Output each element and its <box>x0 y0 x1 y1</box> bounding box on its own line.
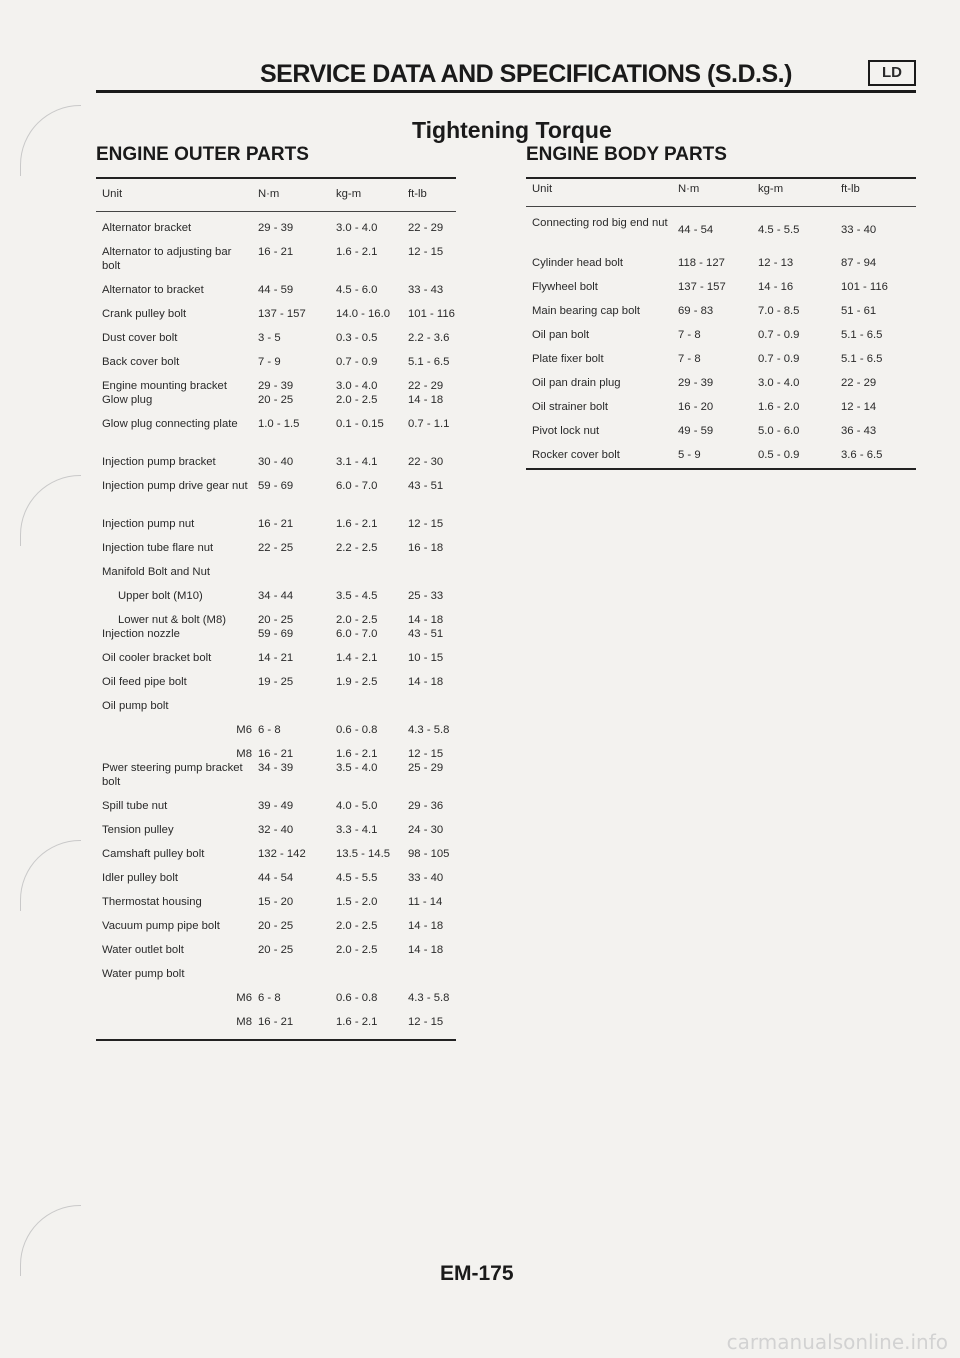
table-row <box>526 256 916 280</box>
cell-ftlb: 51 - 61 <box>841 305 877 317</box>
cell-ftlb: 4.3 - 5.8 <box>408 992 450 1004</box>
cell-nm: 16 - 21 <box>258 1016 294 1028</box>
section-title: Tightening Torque <box>412 117 612 143</box>
cell-nm: 59 - 69 <box>258 628 294 640</box>
cell-ftlb: 10 - 15 <box>408 652 444 664</box>
cell-nm: 15 - 20 <box>258 896 294 908</box>
cell-nm: 132 - 142 <box>258 848 306 860</box>
column-header-nm: N·m <box>678 183 700 195</box>
cell-kgm: 0.7 - 0.9 <box>758 353 800 365</box>
cell-ftlb: 98 - 105 <box>408 848 450 860</box>
table-row-group-heading <box>96 699 456 723</box>
cell-nm: 7 - 9 <box>258 356 281 368</box>
cell-ftlb: 36 - 43 <box>841 425 877 437</box>
table-row <box>96 455 456 479</box>
cell-ftlb: 25 - 29 <box>408 762 444 774</box>
cell-ftlb: 0.7 - 1.1 <box>408 418 450 430</box>
cell-ftlb: 29 - 36 <box>408 800 444 812</box>
punch-hole-mark <box>20 475 81 546</box>
page-header-title: SERVICE DATA AND SPECIFICATIONS (S.D.S.) <box>260 60 792 88</box>
cell-kgm: 2.0 - 2.5 <box>336 394 378 406</box>
cell-kgm: 1.6 - 2.0 <box>758 401 800 413</box>
cell-kgm: 4.5 - 5.5 <box>758 224 800 236</box>
cell-kgm: 1.6 - 2.1 <box>336 1016 378 1028</box>
cell-kgm: 0.3 - 0.5 <box>336 332 378 344</box>
table-row <box>96 823 456 847</box>
cell-ftlb: 2.2 - 3.6 <box>408 332 450 344</box>
cell-kgm: 5.0 - 6.0 <box>758 425 800 437</box>
cell-unit: Oil pump bolt <box>102 700 169 712</box>
cell-unit: Flywheel bolt <box>532 281 598 293</box>
cell-ftlb: 16 - 18 <box>408 542 444 554</box>
cell-nm: 16 - 20 <box>678 401 714 413</box>
cell-kgm: 1.6 - 2.1 <box>336 518 378 530</box>
cell-nm: 34 - 44 <box>258 590 294 602</box>
cell-unit: Thermostat housing <box>102 896 202 908</box>
cell-nm: 29 - 39 <box>258 222 294 234</box>
watermark: carmanualsonline.info <box>726 1330 948 1354</box>
cell-kgm: 4.5 - 6.0 <box>336 284 378 296</box>
cell-kgm: 3.0 - 4.0 <box>336 380 378 392</box>
cell-ftlb: 22 - 30 <box>408 456 444 468</box>
table-row <box>96 517 456 541</box>
cell-ftlb: 12 - 15 <box>408 246 444 258</box>
engine-code-badge: LD <box>868 60 916 86</box>
cell-ftlb: 33 - 40 <box>841 224 877 236</box>
table-row <box>96 417 456 455</box>
cell-nm: 137 - 157 <box>258 308 306 320</box>
column-header-kgm: kg-m <box>336 188 362 200</box>
cell-kgm: 14 - 16 <box>758 281 794 293</box>
cell-ftlb: 33 - 40 <box>408 872 444 884</box>
cell-unit: Injection pump nut <box>102 518 195 530</box>
cell-unit: Oil pan bolt <box>532 329 590 341</box>
table-row <box>526 376 916 400</box>
cell-unit: Oil strainer bolt <box>532 401 608 413</box>
cell-nm: 22 - 25 <box>258 542 294 554</box>
cell-unit: Water pump bolt <box>102 968 185 980</box>
table-row <box>526 352 916 376</box>
cell-kgm: 2.0 - 2.5 <box>336 920 378 932</box>
cell-ftlb: 12 - 14 <box>841 401 877 413</box>
cell-kgm: 3.3 - 4.1 <box>336 824 378 836</box>
table-row <box>96 895 456 919</box>
engine-body-parts-title: ENGINE BODY PARTS <box>526 144 727 165</box>
cell-unit: Back cover bolt <box>102 356 180 368</box>
column-header-nm: N·m <box>258 188 280 200</box>
cell-ftlb: 12 - 15 <box>408 748 444 760</box>
cell-ftlb: 11 - 14 <box>408 896 443 908</box>
table-row-group-heading <box>96 967 456 991</box>
table-row <box>96 991 456 1015</box>
cell-kgm: 3.1 - 4.1 <box>336 456 378 468</box>
cell-ftlb: 24 - 30 <box>408 824 444 836</box>
cell-nm: 44 - 54 <box>258 872 294 884</box>
cell-nm: 20 - 25 <box>258 944 294 956</box>
table-row <box>526 304 916 328</box>
cell-nm: 7 - 8 <box>678 329 701 341</box>
cell-nm: 137 - 157 <box>678 281 726 293</box>
table-row <box>526 280 916 304</box>
cell-kgm: 6.0 - 7.0 <box>336 480 378 492</box>
table-row <box>96 761 456 799</box>
cell-unit: Pivot lock nut <box>532 425 600 437</box>
cell-kgm: 1.5 - 2.0 <box>336 896 378 908</box>
cell-nm: 7 - 8 <box>678 353 701 365</box>
page-number: EM-175 <box>440 1262 514 1285</box>
cell-nm: 118 - 127 <box>678 257 725 269</box>
table-row <box>96 589 456 613</box>
table-row <box>96 1015 456 1039</box>
cell-ftlb: 101 - 116 <box>408 308 455 320</box>
cell-unit: Rocker cover bolt <box>532 449 620 461</box>
table-row <box>526 448 916 468</box>
cell-unit: Cylinder head bolt <box>532 257 624 269</box>
cell-unit: Engine mounting bracket <box>102 380 227 392</box>
cell-ftlb: 101 - 116 <box>841 281 888 293</box>
table-row <box>96 613 456 627</box>
cell-nm: 29 - 39 <box>678 377 714 389</box>
table-header-row <box>96 187 456 211</box>
cell-kgm: 13.5 - 14.5 <box>336 848 391 860</box>
cell-ftlb: 4.3 - 5.8 <box>408 724 450 736</box>
cell-unit: Oil pan drain plug <box>532 377 621 389</box>
cell-unit: Spill tube nut <box>102 800 168 812</box>
cell-ftlb: 12 - 15 <box>408 518 444 530</box>
cell-ftlb: 22 - 29 <box>408 380 444 392</box>
engine-outer-parts-table <box>96 177 456 1041</box>
engine-body-parts-table <box>526 177 916 470</box>
cell-ftlb: 43 - 51 <box>408 480 444 492</box>
table-row <box>96 221 456 245</box>
cell-unit: Manifold Bolt and Nut <box>102 566 211 578</box>
cell-unit: M8 <box>236 1016 252 1028</box>
cell-nm: 59 - 69 <box>258 480 294 492</box>
cell-unit: Lower nut & bolt (M8) <box>118 614 226 626</box>
cell-kgm: 2.0 - 2.5 <box>336 614 378 626</box>
punch-hole-mark <box>20 105 81 176</box>
cell-kgm: 0.7 - 0.9 <box>336 356 378 368</box>
cell-nm: 32 - 40 <box>258 824 294 836</box>
cell-unit: Dust cover bolt <box>102 332 178 344</box>
cell-unit: Oil feed pipe bolt <box>102 676 187 688</box>
cell-nm: 19 - 25 <box>258 676 294 688</box>
cell-unit: Injection nozzle <box>102 628 180 640</box>
table-row <box>96 245 456 283</box>
table-row <box>96 307 456 331</box>
cell-kgm: 12 - 13 <box>758 257 794 269</box>
cell-nm: 20 - 25 <box>258 614 294 626</box>
cell-unit: Idler pulley bolt <box>102 872 178 884</box>
table-row <box>96 847 456 871</box>
table-header-row <box>526 182 916 206</box>
cell-ftlb: 5.1 - 6.5 <box>408 356 450 368</box>
cell-ftlb: 14 - 18 <box>408 944 444 956</box>
table-row <box>96 799 456 823</box>
cell-nm: 20 - 25 <box>258 394 294 406</box>
cell-nm: 39 - 49 <box>258 800 294 812</box>
cell-ftlb: 12 - 15 <box>408 1016 444 1028</box>
cell-nm: 34 - 39 <box>258 762 294 774</box>
table-row <box>96 919 456 943</box>
cell-kgm: 0.6 - 0.8 <box>336 992 378 1004</box>
cell-kgm: 0.5 - 0.9 <box>758 449 800 461</box>
table-bottom-rule <box>96 1039 456 1041</box>
column-header-kgm: kg-m <box>758 183 784 195</box>
cell-unit: Alternator to bracket <box>102 284 204 296</box>
cell-ftlb: 14 - 18 <box>408 614 444 626</box>
cell-ftlb: 43 - 51 <box>408 628 444 640</box>
cell-ftlb: 14 - 18 <box>408 394 444 406</box>
cell-unit: M6 <box>236 992 252 1004</box>
punch-hole-mark <box>20 1205 81 1276</box>
cell-unit: Oil cooler bracket bolt <box>102 652 212 664</box>
cell-unit: Glow plug connecting plate <box>102 418 238 430</box>
cell-unit: Glow plug <box>102 394 153 406</box>
cell-kgm: 0.6 - 0.8 <box>336 724 378 736</box>
table-row <box>526 424 916 448</box>
column-header-unit: Unit <box>532 183 553 195</box>
cell-unit: Crank pulley bolt <box>102 308 187 320</box>
table-row <box>526 216 916 256</box>
column-header-ftlb: ft-lb <box>841 183 860 195</box>
cell-unit: Camshaft pulley bolt <box>102 848 205 860</box>
table-row <box>96 723 456 747</box>
table-row <box>96 627 456 651</box>
cell-ftlb: 5.1 - 6.5 <box>841 329 883 341</box>
cell-nm: 44 - 54 <box>678 224 714 236</box>
cell-kgm: 0.1 - 0.15 <box>336 418 384 430</box>
table-row <box>96 479 456 517</box>
cell-unit: Tension pulley <box>102 824 174 836</box>
cell-ftlb: 14 - 18 <box>408 920 444 932</box>
cell-nm: 69 - 83 <box>678 305 714 317</box>
cell-nm: 14 - 21 <box>258 652 294 664</box>
cell-ftlb: 33 - 43 <box>408 284 444 296</box>
cell-unit: Water outlet bolt <box>102 944 184 956</box>
cell-nm: 49 - 59 <box>678 425 714 437</box>
cell-kgm: 1.6 - 2.1 <box>336 748 378 760</box>
table-row <box>526 400 916 424</box>
cell-unit: Alternator to adjusting bar bolt <box>102 246 232 272</box>
cell-nm: 3 - 5 <box>258 332 281 344</box>
punch-hole-mark <box>20 840 81 911</box>
table-bottom-rule <box>526 468 916 470</box>
column-header-unit: Unit <box>102 188 123 200</box>
cell-ftlb: 87 - 94 <box>841 257 877 269</box>
table-row <box>96 283 456 307</box>
cell-unit: M8 <box>236 748 252 760</box>
cell-nm: 16 - 21 <box>258 246 294 258</box>
cell-unit: Pwer steering pump bracket bolt <box>102 762 243 788</box>
cell-unit: Injection pump drive gear nut <box>102 480 248 492</box>
table-row <box>96 675 456 699</box>
cell-nm: 6 - 8 <box>258 724 281 736</box>
cell-kgm: 2.0 - 2.5 <box>336 944 378 956</box>
cell-kgm: 1.9 - 2.5 <box>336 676 378 688</box>
cell-kgm: 4.0 - 5.0 <box>336 800 378 812</box>
cell-ftlb: 22 - 29 <box>408 222 444 234</box>
table-row-group-heading <box>96 565 456 589</box>
table-row <box>96 651 456 675</box>
table-row <box>526 328 916 352</box>
cell-nm: 30 - 40 <box>258 456 294 468</box>
cell-unit: M6 <box>236 724 252 736</box>
cell-nm: 16 - 21 <box>258 518 294 530</box>
cell-ftlb: 5.1 - 6.5 <box>841 353 883 365</box>
cell-nm: 1.0 - 1.5 <box>258 418 300 430</box>
cell-unit: Injection pump bracket <box>102 456 216 468</box>
cell-kgm: 3.0 - 4.0 <box>758 377 800 389</box>
header-rule <box>96 90 916 93</box>
cell-unit: Main bearing cap bolt <box>532 305 641 317</box>
cell-ftlb: 22 - 29 <box>841 377 877 389</box>
cell-kgm: 1.6 - 2.1 <box>336 246 378 258</box>
cell-nm: 5 - 9 <box>678 449 701 461</box>
cell-kgm: 1.4 - 2.1 <box>336 652 378 664</box>
cell-kgm: 14.0 - 16.0 <box>336 308 391 320</box>
engine-outer-parts-title: ENGINE OUTER PARTS <box>96 144 309 165</box>
cell-kgm: 2.2 - 2.5 <box>336 542 378 554</box>
cell-unit: Vacuum pump pipe bolt <box>102 920 220 932</box>
cell-kgm: 3.5 - 4.0 <box>336 762 378 774</box>
cell-kgm: 0.7 - 0.9 <box>758 329 800 341</box>
table-row <box>96 331 456 355</box>
table-top-rule <box>526 177 916 179</box>
cell-ftlb: 25 - 33 <box>408 590 444 602</box>
cell-kgm: 3.5 - 4.5 <box>336 590 378 602</box>
cell-nm: 6 - 8 <box>258 992 281 1004</box>
table-row <box>96 747 456 761</box>
table-row <box>96 871 456 895</box>
table-row <box>96 393 456 417</box>
table-row <box>96 943 456 967</box>
cell-unit: Alternator bracket <box>102 222 192 234</box>
table-top-rule <box>96 177 456 179</box>
table-row <box>96 379 456 393</box>
table-row <box>96 541 456 565</box>
cell-ftlb: 3.6 - 6.5 <box>841 449 883 461</box>
column-header-ftlb: ft-lb <box>408 188 427 200</box>
cell-ftlb: 14 - 18 <box>408 676 444 688</box>
table-row <box>96 355 456 379</box>
cell-kgm: 4.5 - 5.5 <box>336 872 378 884</box>
cell-nm: 20 - 25 <box>258 920 294 932</box>
cell-unit: Plate fixer bolt <box>532 353 604 365</box>
cell-nm: 29 - 39 <box>258 380 294 392</box>
cell-nm: 16 - 21 <box>258 748 294 760</box>
cell-kgm: 7.0 - 8.5 <box>758 305 800 317</box>
cell-kgm: 3.0 - 4.0 <box>336 222 378 234</box>
cell-unit: Injection tube flare nut <box>102 542 214 554</box>
cell-unit: Upper bolt (M10) <box>118 590 203 602</box>
cell-unit: Connecting rod big end nut <box>532 217 668 229</box>
cell-nm: 44 - 59 <box>258 284 294 296</box>
cell-kgm: 6.0 - 7.0 <box>336 628 378 640</box>
